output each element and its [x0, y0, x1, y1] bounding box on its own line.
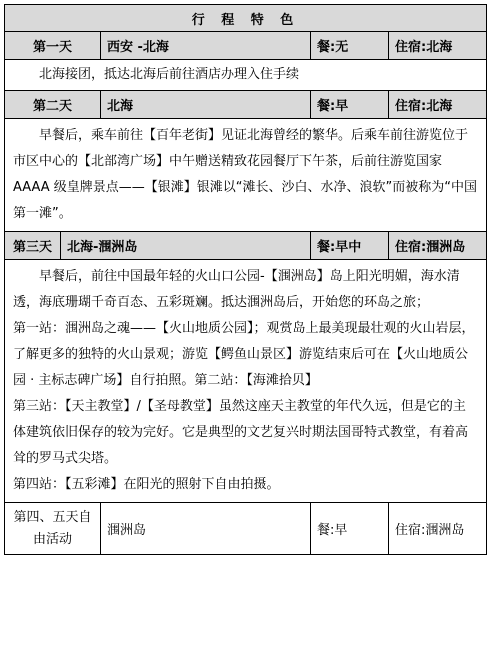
day-description [5, 119, 487, 232]
day-label: 第四、五天自由活动 [5, 503, 101, 555]
day-header-row [5, 503, 487, 555]
description-paragraph: 早餐后，前往中国最年轻的火山口公园-【涠洲岛】岛上阳光明媚，海水清透，海底珊瑚千奇百态、五彩斑斓。抵达涠洲岛后，开始您的环岛之旅； [13, 269, 460, 310]
itinerary-title: 行 程 特 色 [5, 5, 487, 32]
day-label: 第三天 [5, 232, 61, 260]
day-route: 涠洲岛 [101, 503, 311, 555]
day-meal: 餐:早 [311, 503, 389, 555]
day-route: 北海 [101, 91, 311, 119]
day-description [5, 260, 487, 503]
day-meal: 餐:无 [311, 32, 389, 60]
day-meal: 餐:早中 [311, 232, 389, 260]
description-paragraph: 北海接团，抵达北海后前往酒店办理入住手续 [39, 67, 300, 82]
day-header-row [5, 91, 487, 119]
itinerary-table [4, 4, 487, 555]
day-stay: 住宿:涠洲岛 [389, 232, 487, 260]
description-paragraph: 第一站：涠洲岛之魂——【火山地质公园】；观赏岛上最美现最壮观的火山岩层，了解更多的独特的火山景观；游览【鳄鱼山景区】游览结束后可在【火山地质公园 · 主标志碑广场】自行拍照。第二站：【海滩拾贝】 [13, 321, 475, 388]
day-header-row [5, 32, 487, 60]
description-paragraph: 早餐后，乘车前往【百年老街】见证北海曾经的繁华。后乘车前往游览位于市区中心的【北部湾广场】中午赠送精致花园餐厅下午茶，后前往游览国家 AAAA 级皇牌景点——【银滩】银滩以“滩长、沙白、水净、浪软”而被称为“中国第一滩”。 [13, 128, 477, 221]
day-stay: 住宿:涠洲岛 [389, 503, 487, 555]
day-description [5, 60, 487, 91]
day-label: 第一天 [5, 32, 101, 60]
day-header-row [5, 232, 487, 260]
description-paragraph: 第四站：【五彩滩】在阳光的照射下自由拍摄。 [13, 477, 280, 492]
day-stay: 住宿:北海 [389, 91, 487, 119]
day-route: 北海-涠洲岛 [61, 232, 311, 260]
description-paragraph: 第三站：【天主教堂】/【圣母教堂】虽然这座天主教堂的年代久远，但是它的主体建筑依旧保存的较为完好。它是典型的文艺复兴时期法国哥特式教堂，有着高耸的罗马式尖塔。 [13, 399, 469, 466]
day-meal: 餐:早 [311, 91, 389, 119]
day-stay: 住宿:北海 [389, 32, 487, 60]
day-label: 第二天 [5, 91, 101, 119]
day-route: 西安 -北海 [101, 32, 311, 60]
